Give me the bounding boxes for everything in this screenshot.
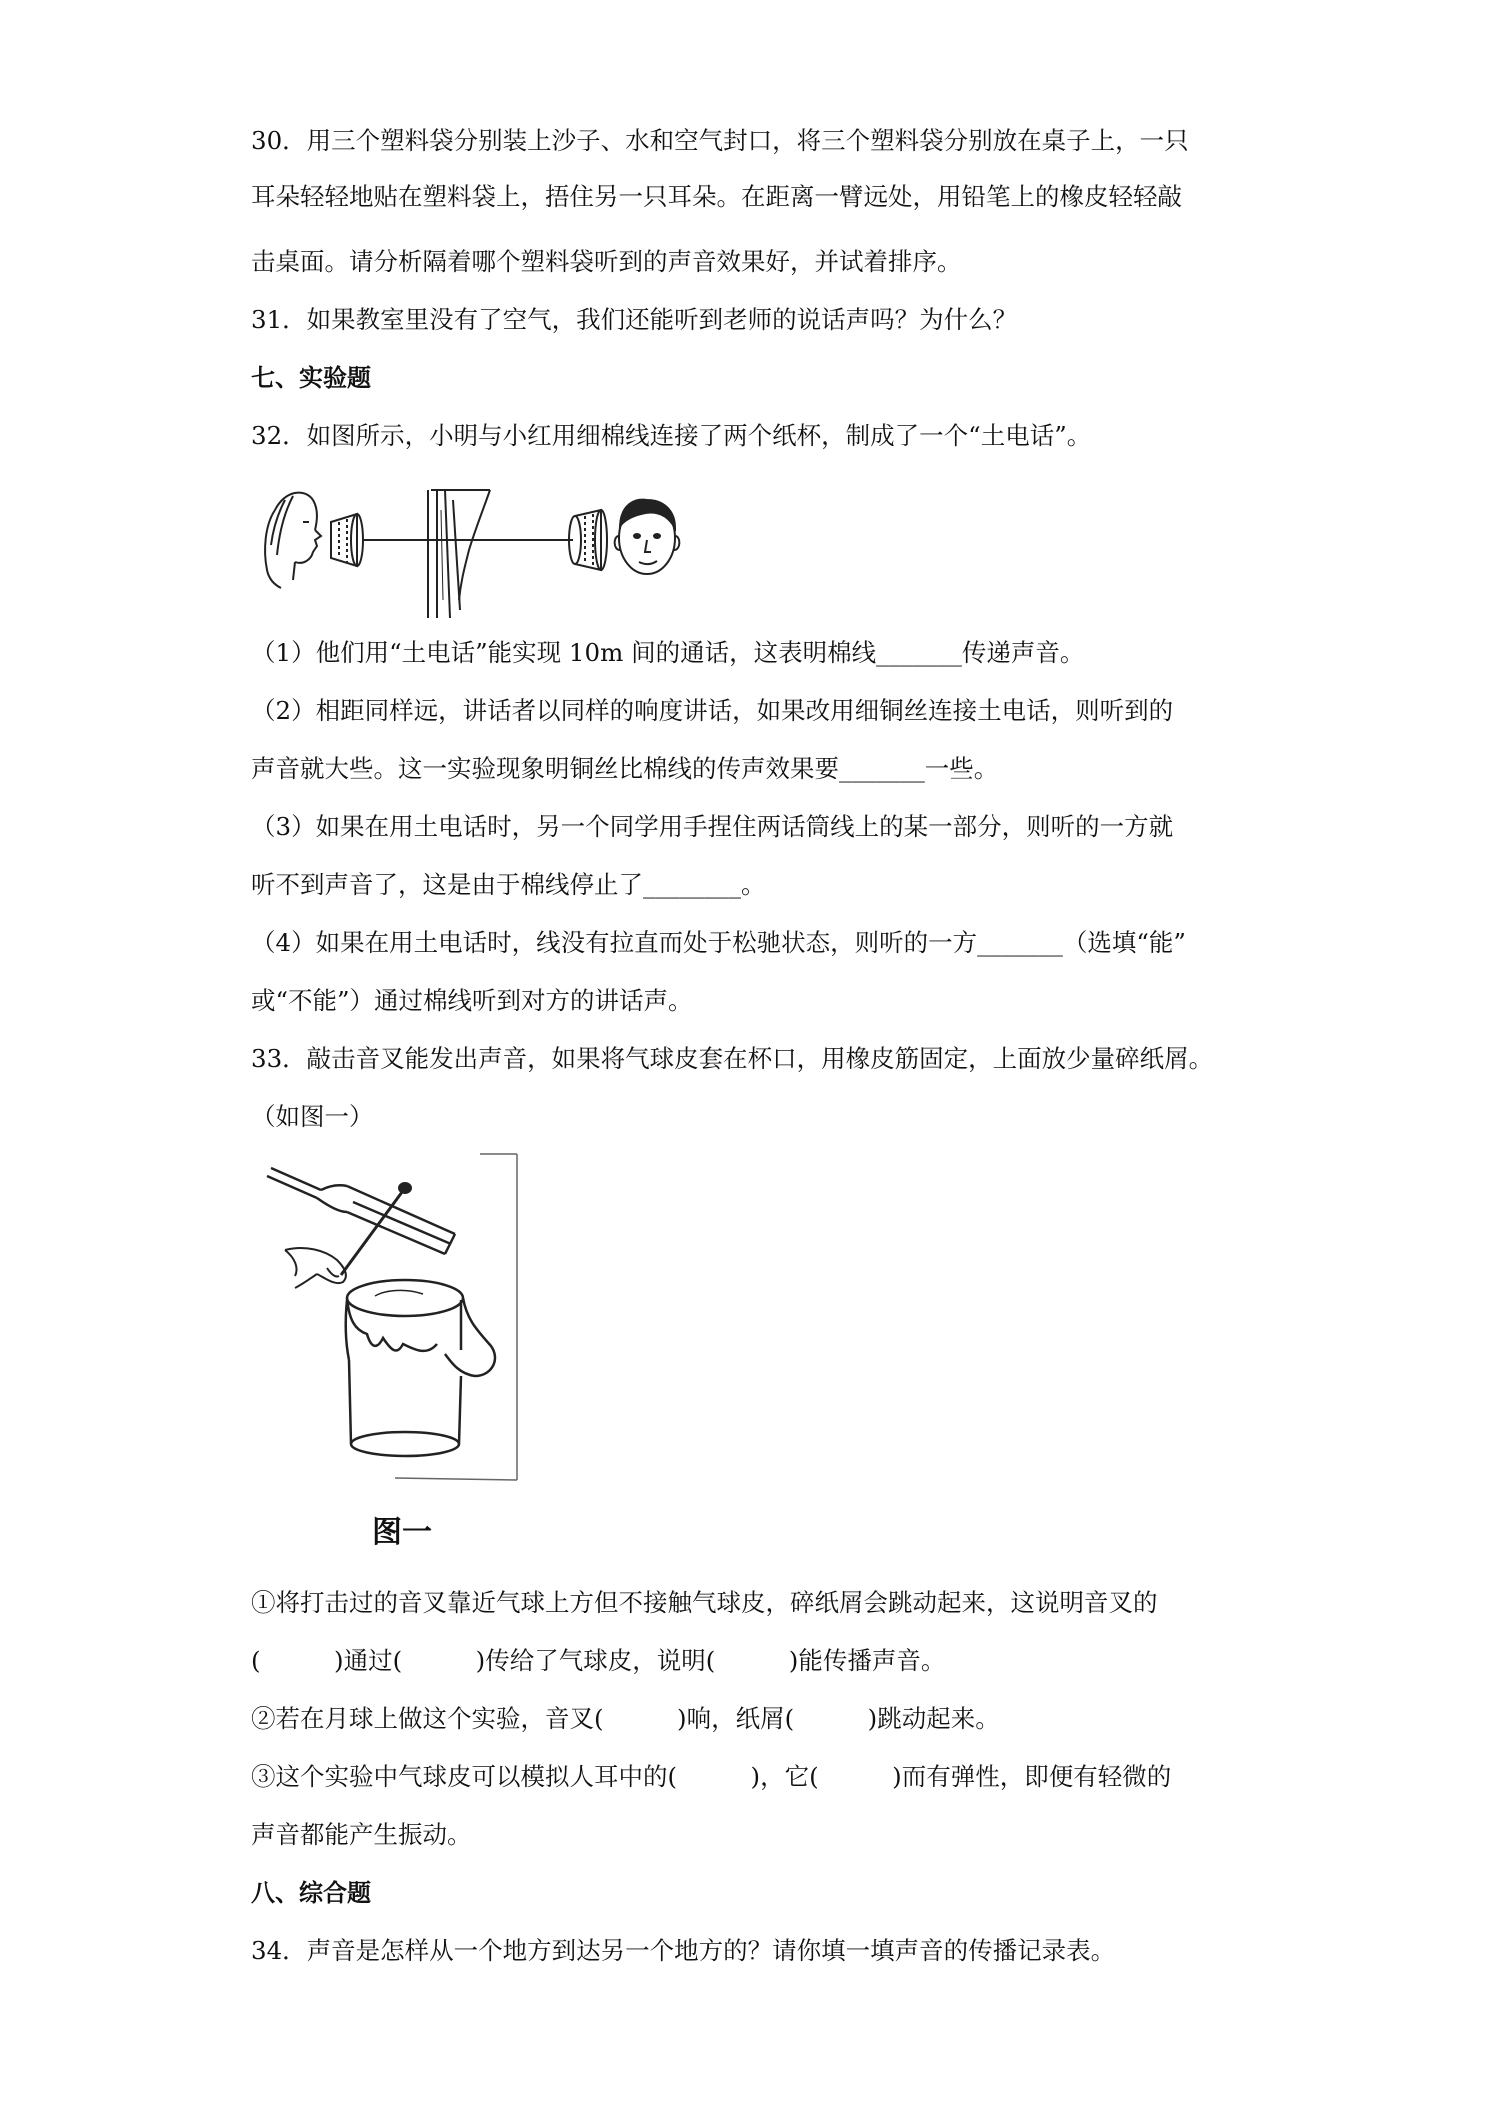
tuning-fork-icon [267,1168,455,1254]
q30-line-1: 30．用三个塑料袋分别装上沙子、水和空气封口，将三个塑料袋分别放在桌子上，一只 [251,126,1189,155]
q34-text: 34．声音是怎样从一个地方到达另一个地方的？请你填一填声音的传播记录表。 [251,1936,1116,1965]
q33-step-2: ②若在月球上做这个实验，音叉( )响，纸屑( )跳动起来。 [251,1704,1000,1733]
q33-stem-line-1: 33．敲击音叉能发出声音，如果将气球皮套在杯口，用橡皮筋固定，上面放少量碎纸屑。 [251,1044,1214,1073]
section-heading-experiment: 七、实验题 [251,364,371,392]
q32-part-2-line-1: （2）相距同样远，讲话者以同样的响度讲话，如果改用细铜丝连接土电话，则听到的 [251,696,1174,725]
figure-caption: 图一 [372,1515,432,1550]
q32-part-4-line-2: 或“不能”）通过棉线听到对方的讲话声。 [251,986,693,1015]
q32-part-3-line-2: 听不到声音了，这是由于棉线停止了________。 [251,870,766,899]
left-cup-icon [331,514,363,566]
tuning-fork-figure [255,1150,615,1570]
section-heading-comprehensive: 八、综合题 [251,1879,371,1907]
q32-stem: 32．如图所示，小明与小红用细棉线连接了两个纸杯，制成了一个“土电话”。 [251,421,1092,450]
right-cup-icon [569,510,607,570]
hand-mallet-icon [285,1183,411,1288]
q33-step-3-line-2: 声音都能产生振动。 [251,1820,472,1849]
q30-line-3: 击桌面。请分析隔着哪个塑料袋听到的声音效果好，并试着排序。 [251,247,962,276]
boy-head-icon [615,500,680,574]
q32-part-3-line-1: （3）如果在用土电话时，另一个同学用手捏住两话筒线上的某一部分，则听的一方就 [251,812,1174,841]
q33-step-1-line-2: ( )通过( )传给了气球皮，说明( )能传播声音。 [251,1646,946,1675]
q33-stem-line-2: （如图一） [251,1102,374,1131]
q32-part-2-line-2: 声音就大些。这一实验现象明铜丝比棉线的传声效果要_______一些。 [251,754,999,783]
q32-part-1: （1）他们用“土电话”能实现 10m 间的通话，这表明棉线_______传递声音。 [251,638,1085,667]
q31-text: 31．如果教室里没有了空气，我们还能听到老师的说话声吗？为什么？ [251,305,1018,334]
girl-head-icon [265,493,321,588]
q30-line-2: 耳朵轻轻地贴在塑料袋上，捂住另一只耳朵。在距离一臂远处，用铅笔上的橡皮轻轻敲 [251,182,1182,211]
q33-step-3-line-1: ③这个实验中气球皮可以模拟人耳中的( )，它( )而有弹性，即便有轻微的 [251,1762,1172,1791]
q33-step-1-line-1: ①将打击过的音叉靠近气球上方但不接触气球皮，碎纸屑会跳动起来，这说明音叉的 [251,1588,1158,1617]
post-icon [428,490,490,618]
string-telephone-figure [255,470,685,620]
q32-part-4-line-1: （4）如果在用土电话时，线没有拉直而处于松驰状态，则听的一方_______（选填“能” [251,928,1186,957]
cup-balloon-icon [346,1280,495,1456]
